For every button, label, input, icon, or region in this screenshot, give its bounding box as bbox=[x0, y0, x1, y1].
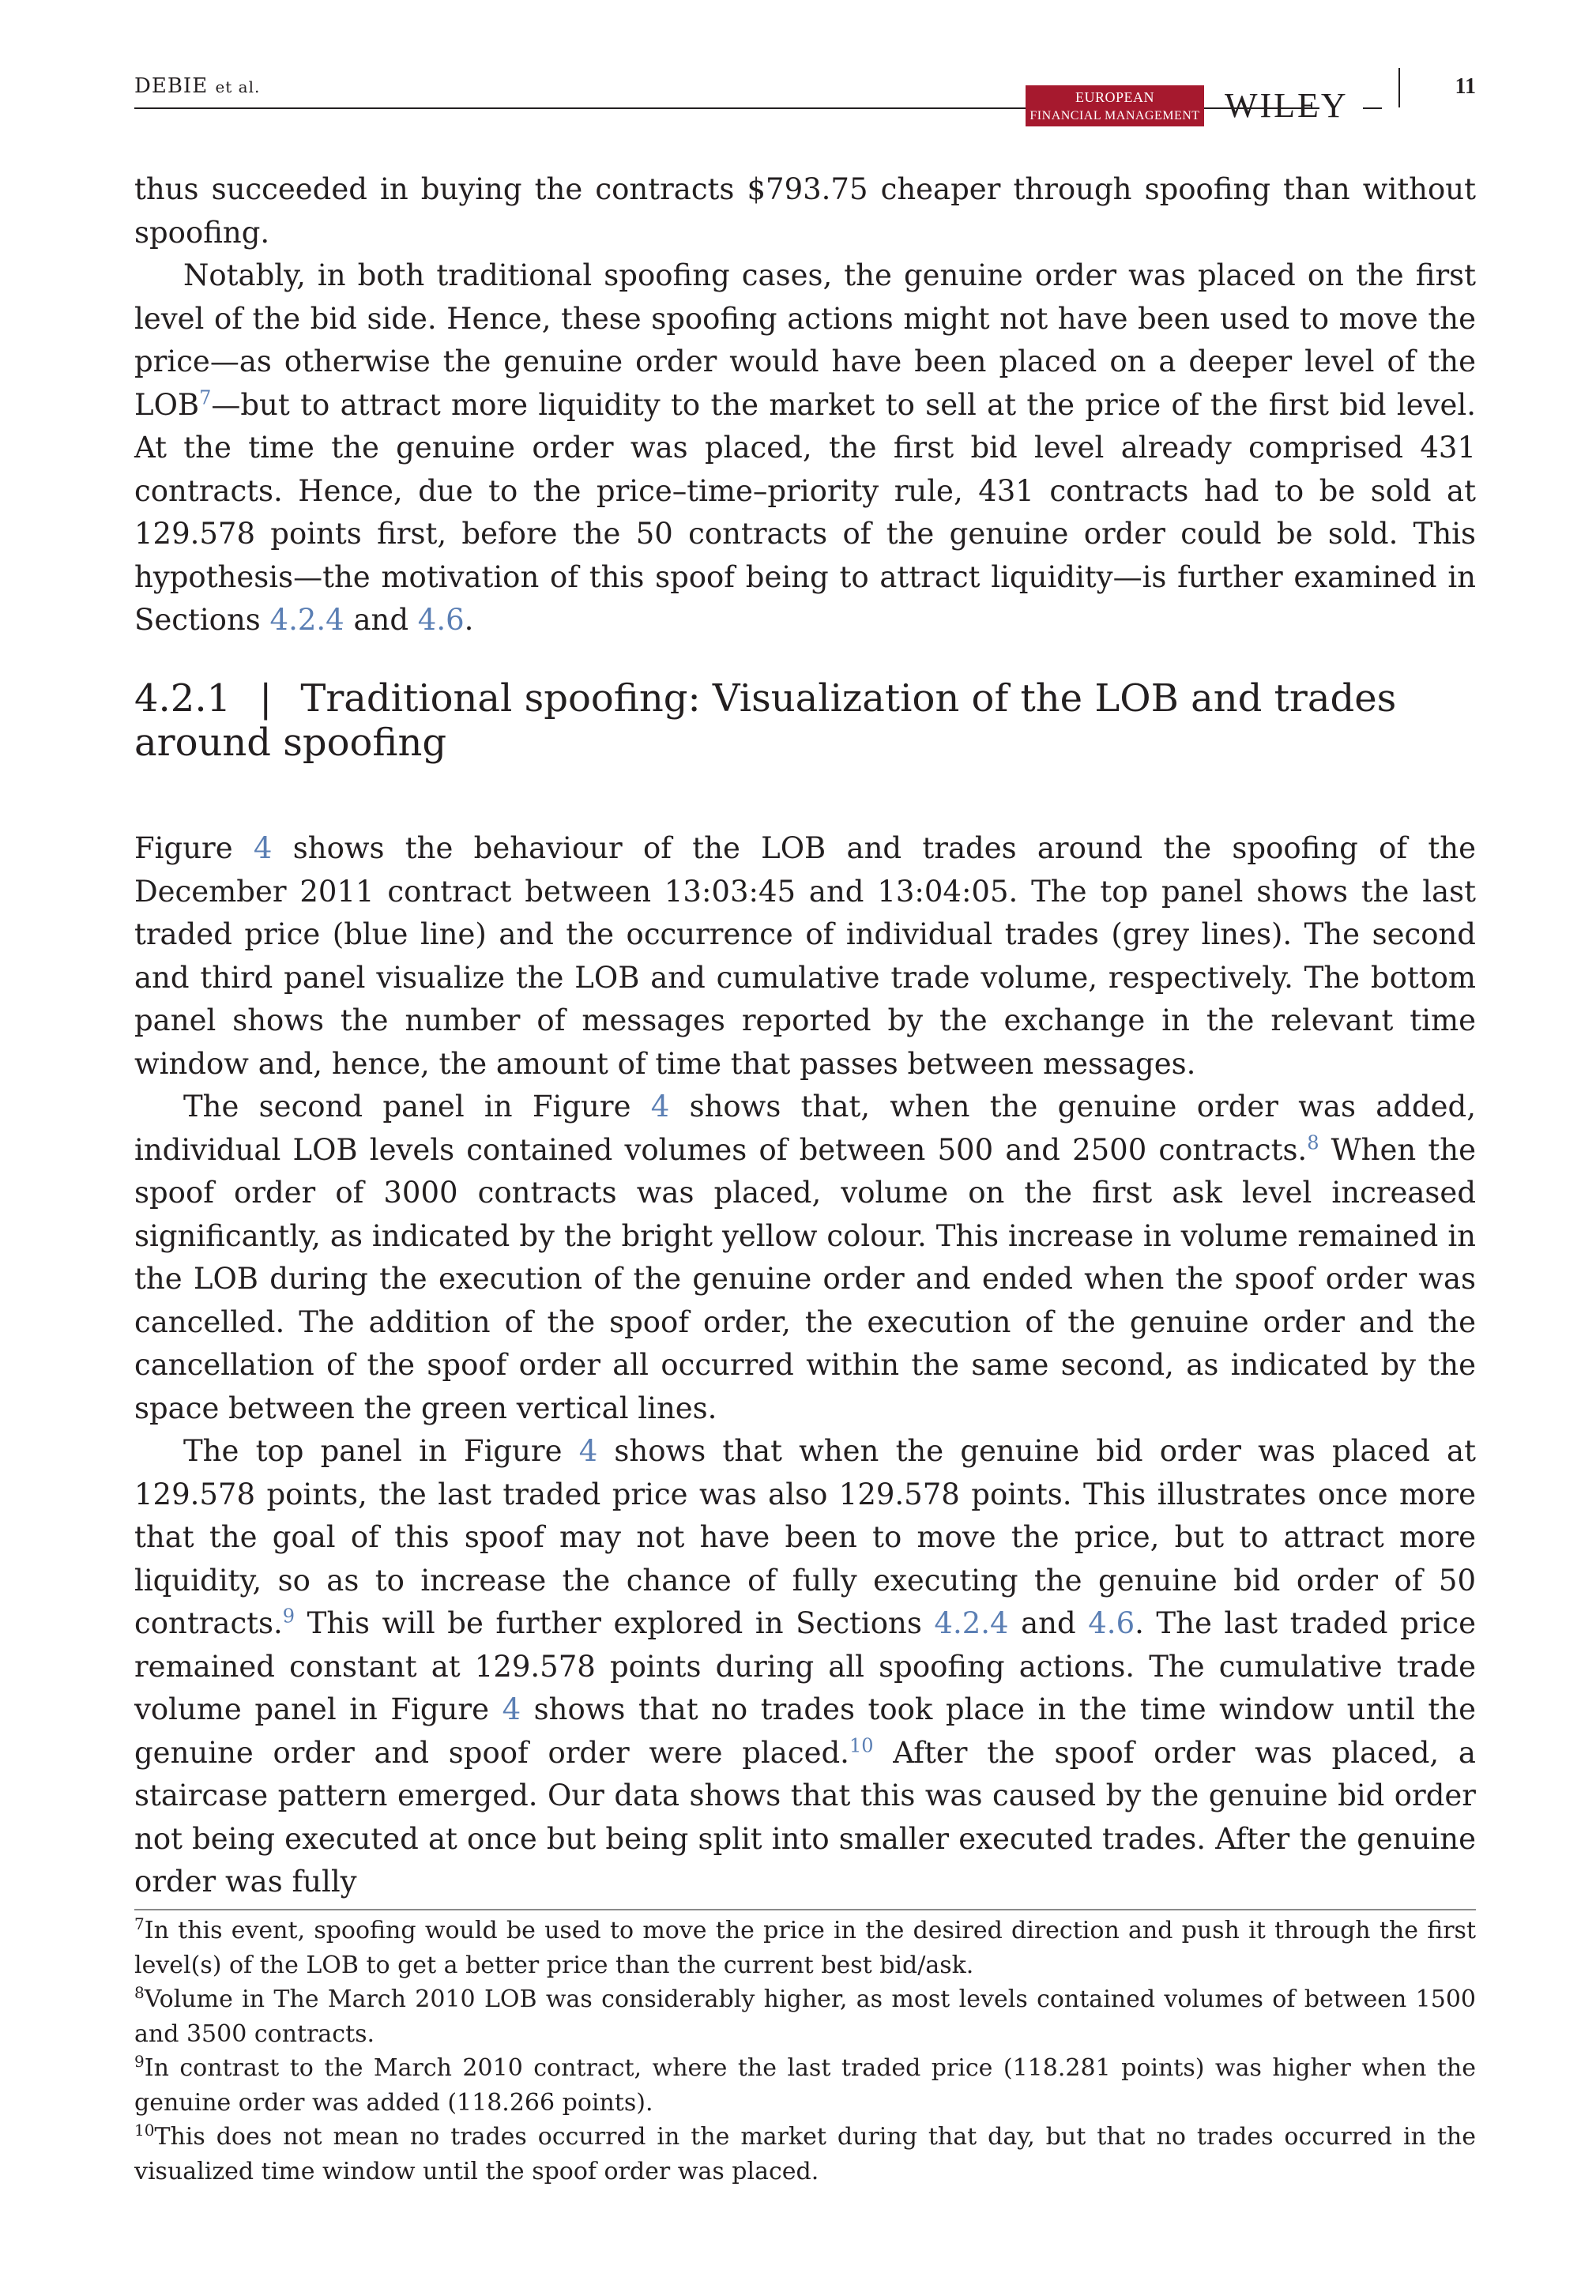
footnote bbox=[134, 1982, 1476, 2051]
section-link-4-2-4[interactable]: 4.2.4 bbox=[269, 603, 344, 637]
text-run: . bbox=[464, 603, 474, 637]
paragraph bbox=[134, 1086, 1476, 1430]
text-run: . The last traded price remained constant at 129.578 points during all spoofing actions. The cumulative trade volume panel in Figure bbox=[134, 1606, 1476, 1726]
text-run: The top panel in Figure bbox=[183, 1434, 579, 1468]
body-block-2 bbox=[134, 827, 1476, 1904]
footnote bbox=[134, 2051, 1476, 2120]
footnote-number: 9 bbox=[134, 2052, 145, 2071]
text-run: This will be further explored in Sections bbox=[295, 1606, 935, 1640]
footnote-text: This does not mean no trades occurred in the market during that day, but that no trades occurred in the visualized time window until the spoof order was placed. bbox=[134, 2123, 1476, 2185]
text-run: When the spoof order of 3000 contracts was placed, volume on the first ask level increased significantly, as indicated by the bright yellow colour. This increase in volume remained in the LOB during the execution of the genuine order and ended when the spoof order was cancelled. The addition of the spoof order, the execution of the genuine order and the cancellation of the spoof order all occurred within the same second, as indicated by the space between the green vertical lines. bbox=[134, 1132, 1476, 1425]
text-run: shows that when the genuine bid order was placed at 129.578 points, the last traded price was also 129.578 points. This illustrates once more that the goal of this spoof may not have been to move the price, but to attract more liquidity, so as to increase the chance of fully executing the genuine bid order of 50 contracts. bbox=[134, 1434, 1476, 1640]
footnote-number: 7 bbox=[134, 1914, 145, 1933]
running-author bbox=[134, 74, 260, 98]
text-run: shows that no trades took place in the time window until the genuine order and spoof order were placed. bbox=[134, 1692, 1476, 1770]
footnote-rule bbox=[134, 1909, 1476, 1910]
section-separator: | bbox=[259, 676, 273, 721]
figure-link-4[interactable]: 4 bbox=[650, 1090, 670, 1124]
section-link-4-2-4[interactable]: 4.2.4 bbox=[934, 1606, 1009, 1640]
paragraph: thus succeeded in buying the contracts $793.75 cheaper through spoofing than without spoofing. bbox=[134, 172, 1476, 250]
footnote-ref-8[interactable]: 8 bbox=[1307, 1131, 1319, 1154]
section-title: Traditional spoofing: Visualization of the LOB and trades around spoofing bbox=[134, 676, 1397, 765]
paragraph bbox=[134, 1430, 1476, 1904]
text-run: shows the behaviour of the LOB and trades around the spoofing of the December 2011 contract between 13:03:45 and 13:04:05. The top panel shows the last traded price (blue line) and the occurrence of individual trades (grey lines). The second and third panel visualize the LOB and cumulative trade volume, respectively. The bottom panel shows the number of messages reported by the exchange in the relevant time window and, hence, the amount of time that passes between messages. bbox=[134, 831, 1476, 1081]
figure-link-4[interactable]: 4 bbox=[253, 831, 273, 865]
journal-logo-line2: FINANCIAL MANAGEMENT bbox=[1029, 109, 1200, 122]
journal-logo-line1: EUROPEAN bbox=[1075, 89, 1154, 105]
running-header bbox=[134, 68, 1476, 125]
figure-link-4[interactable]: 4 bbox=[502, 1692, 521, 1726]
text-run: After the spoof order was placed, a staircase pattern emerged. Our data shows that this was caused by the genuine bid order not being executed at once but being split into smaller executed trades. After the genuine order was fully bbox=[134, 1735, 1476, 1899]
page-number: 11 bbox=[1455, 74, 1476, 99]
header-divider bbox=[1398, 68, 1400, 107]
text-run: shows that, when the genuine order was added, individual LOB levels contained volumes of between 500 and 2500 contracts. bbox=[134, 1090, 1476, 1167]
publisher-logo: WILEY bbox=[1225, 86, 1349, 125]
header-rule-segment bbox=[1363, 107, 1382, 109]
body-block-1 bbox=[134, 168, 1476, 642]
footnote bbox=[134, 1914, 1476, 1982]
section-number: 4.2.1 bbox=[134, 676, 231, 721]
paragraph bbox=[134, 827, 1476, 1086]
text-run: and bbox=[344, 603, 418, 637]
paragraph bbox=[134, 254, 1476, 642]
author-name: DEBIE bbox=[134, 74, 209, 98]
footnote-text: In contrast to the March 2010 contract, where the last traded price (118.281 points) was higher when the genuine order was added (118.266 points). bbox=[134, 2054, 1476, 2117]
section-link-4-6[interactable]: 4.6 bbox=[1088, 1606, 1135, 1640]
footnote-ref-7[interactable]: 7 bbox=[199, 386, 212, 409]
header-rule-segment bbox=[1204, 107, 1221, 109]
footnote-text: Volume in The March 2010 LOB was considerably higher, as most levels contained volumes of between 1500 and 3500 contracts. bbox=[134, 1985, 1476, 2048]
footnote bbox=[134, 2120, 1476, 2189]
footnotes bbox=[134, 1914, 1476, 2189]
text-run: and bbox=[1008, 1606, 1089, 1640]
text-run: —but to attract more liquidity to the market to sell at the price of the first bid level. At the time the genuine order was placed, the first bid level already comprised 431 contracts. Hence, due to the price–time–priority rule, 431 contracts had to be sold at 129.578 points first, before the 50 contracts of the genuine order could be sold. This hypothesis—the motivation of this spoof being to attract liquidity—is further examined in Sections bbox=[134, 387, 1476, 637]
text-run: Notably, in both traditional spoofing cases, the genuine order was placed on the first level of the bid side. Hence, these spoofing actions might not have been used to move the price—as otherwise the genuine order would have been placed on a deeper level of the LOB bbox=[134, 258, 1476, 422]
journal-logo bbox=[1026, 85, 1204, 126]
footnote-ref-10[interactable]: 10 bbox=[849, 1734, 874, 1757]
text-run: Figure bbox=[134, 831, 254, 865]
footnote-number: 8 bbox=[134, 1983, 145, 2002]
figure-link-4[interactable]: 4 bbox=[578, 1434, 598, 1468]
section-heading bbox=[134, 676, 1476, 765]
footnote-text: In this event, spoofing would be used to move the price in the desired direction and push it through the first level(s) of the LOB to get a better price than the current best bid/ask. bbox=[134, 1917, 1476, 1979]
section-link-4-6[interactable]: 4.6 bbox=[417, 603, 465, 637]
footnote-ref-9[interactable]: 9 bbox=[282, 1605, 295, 1628]
text-run: The second panel in Figure bbox=[183, 1090, 651, 1124]
footnote-number: 10 bbox=[134, 2121, 155, 2140]
author-suffix: et al. bbox=[215, 77, 261, 96]
